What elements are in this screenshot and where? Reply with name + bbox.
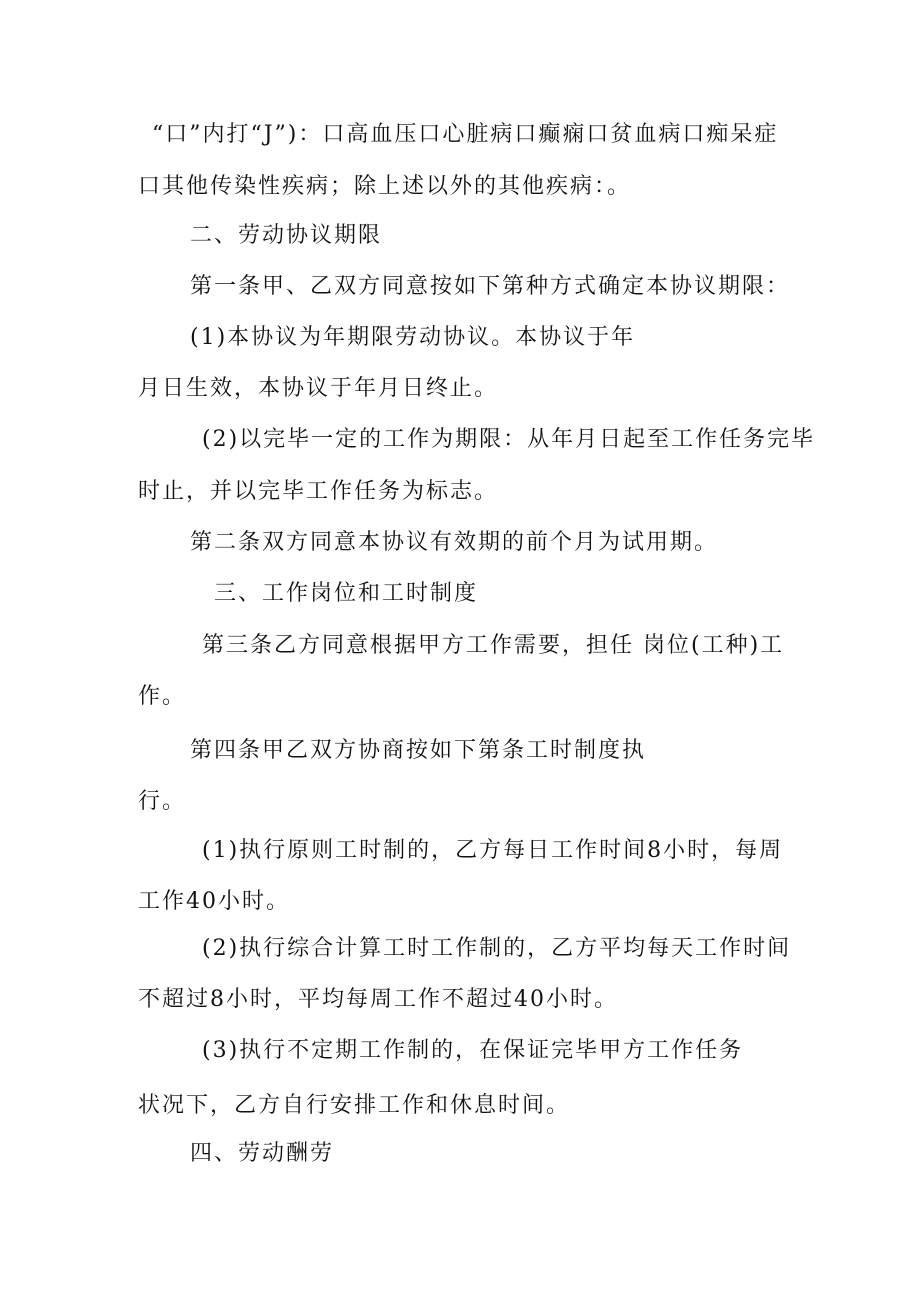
text-line: (1)执行原则工时制的，乙方每日工作时间8小时，每周: [202, 838, 784, 863]
text-line: 第二条双方同意本协议有效期的前个月为试用期。: [190, 530, 719, 555]
text-line: “口”内打“J”)：口高血压口心脏病口癫痫口贫血病口痴呆症: [152, 122, 779, 147]
text-line: 时止，并以完毕工作任务为标志。: [138, 479, 499, 504]
text-line: 作。: [138, 684, 187, 709]
text-line: 工作40小时。: [138, 889, 290, 914]
section-heading: 三、工作岗位和工时制度: [214, 581, 479, 606]
text-line: (1)本协议为年期限劳动协议。本协议于年: [190, 325, 636, 350]
section-heading: 二、劳动协议期限: [190, 223, 383, 248]
text-line: (3)执行不定期工作制的，在保证完毕甲方工作任务: [202, 1038, 744, 1063]
text-line: 第四条甲乙双方协商按如下第条工时制度执: [190, 738, 647, 763]
text-line: 第一条甲、乙双方同意按如下第种方式确定本协议期限：: [190, 274, 791, 299]
text-line: 状况下，乙方自行安排工作和休息时间。: [138, 1093, 571, 1118]
text-line: 月日生效，本协议于年月日终止。: [138, 376, 499, 401]
text-line: 不超过8小时，平均每周工作不超过40小时。: [138, 987, 618, 1012]
text-line: 行。: [138, 789, 187, 814]
text-line: (2)以完毕一定的工作为期限：从年月日起至工作任务完毕: [202, 427, 816, 452]
text-line: 第三条乙方同意根据甲方工作需要，担任 岗位(工种)工: [202, 633, 785, 658]
section-heading: 四、劳动酬劳: [190, 1141, 335, 1166]
text-line: 口其他传染性疾病；除上述以外的其他疾病：。: [138, 174, 632, 199]
text-line: (2)执行综合计算工时工作制的，乙方平均每天工作时间: [202, 936, 792, 961]
